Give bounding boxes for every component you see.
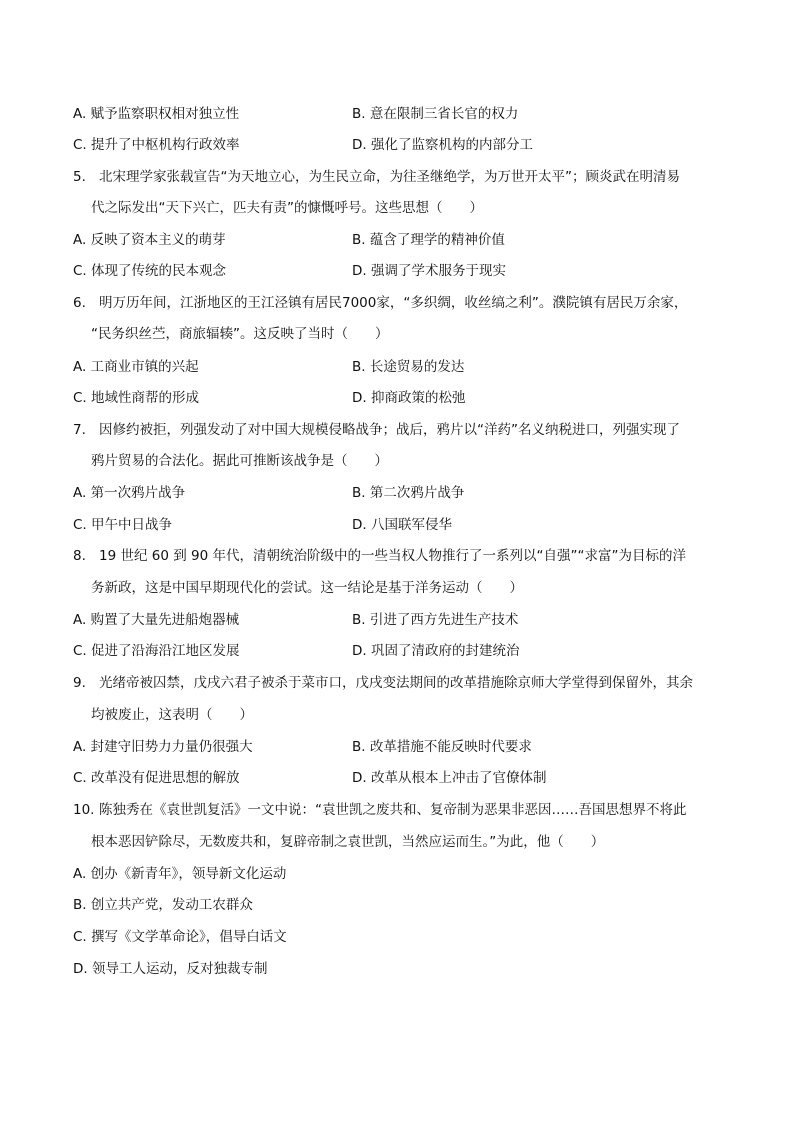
question-number: 5. [73,169,86,185]
question-stem-line1: 北宋理学家张载宣告“为天地立心，为生民立命，为往圣继绝学，为万世开太平”；顾炎武在明清易 [99,169,680,185]
q5-option-c: C. 体现了传统的民本观念 [73,263,227,279]
q7-option-a: A. 第一次鸦片战争 [73,485,186,501]
q10-option-a: A. 创办《新青年》，领导新文化运动 [73,866,287,882]
q6-option-c: C. 地域性商帮的形成 [73,390,200,406]
q7-option-b: B. 第二次鸦片战争 [352,485,465,501]
q10-option-b: B. 创立共产党，发动工农群众 [73,897,253,913]
question-10 [73,801,687,819]
q7-option-d: D. 八国联军侵华 [352,517,452,533]
q6-option-d: D. 抑商政策的松弛 [352,390,466,406]
q8-option-d: D. 巩固了清政府的封建统治 [352,643,520,659]
prev-option-d: D. 强化了监察机构的内部分工 [352,137,533,153]
q5-option-a: A. 反映了资本主义的萌芽 [73,232,226,248]
q6-option-b: B. 长途贸易的发达 [352,359,465,375]
question-stem-line2: 鸦片贸易的合法化。据此可推断该战争是（ ） [91,453,388,469]
question-6 [73,294,687,312]
question-number: 8. [73,548,86,564]
q9-option-d: D. 改革从根本上冲击了官僚体制 [352,770,547,786]
q5-option-b: B. 蕴含了理学的精神价值 [352,232,505,248]
q7-option-c: C. 甲午中日战争 [73,517,173,533]
question-stem-line2: 根本恶因铲除尽，无数废共和，复辟帝制之袁世凯，当然应运而生。”为此，他（ ） [91,834,605,850]
question-stem-line1: 19 世纪 60 到 90 年代，清朝统治阶级中的一些当权人物推行了一系列以“自强”“求富”为目标的洋 [99,548,686,564]
question-stem-line1: 明万历年间，江浙地区的王江泾镇有居民7000家，“多织绸，收丝缟之利”。濮院镇有居民万余家， [99,295,688,311]
prev-option-b: B. 意在限制三省长官的权力 [352,106,519,122]
q8-option-a: A. 购置了大量先进船炮器械 [73,612,240,628]
question-stem-line2: 代之际发出“天下兴亡，匹夫有责”的慷慨呼号。这些思想（ ） [91,200,483,216]
q9-option-c: C. 改革没有促进思想的解放 [73,770,240,786]
q5-option-d: D. 强调了学术服务于现实 [352,263,506,279]
question-stem-line2: 均被废止，这表明（ ） [91,707,253,723]
question-number: 6. [73,295,86,311]
question-stem-line2: 务新政，这是中国早期现代化的尝试。这一结论是基于洋务运动（ ） [91,580,523,596]
prev-option-c: C. 提升了中枢机构行政效率 [73,137,240,153]
question-number: 7. [73,422,86,438]
question-number: 9. [73,675,86,691]
question-stem-line1: 光绪帝被囚禁，戊戌六君子被杀于菜市口，戊戌变法期间的改革措施除京师大学堂得到保留外，其余 [99,675,693,691]
question-5 [73,168,680,186]
question-stem-line2: “民务织丝苎，商旅辐辏”。这反映了当时（ ） [91,326,389,342]
q10-option-c: C. 撰写《文学革命论》，倡导白话文 [73,929,287,945]
prev-option-a: A. 赋予监察职权相对独立性 [73,106,240,122]
question-8 [73,547,686,565]
question-number: 10. [73,802,95,818]
q8-option-c: C. 促进了沿海沿江地区发展 [73,643,240,659]
question-stem-line1: 陈独秀在《袁世凯复活》一文中说：“袁世凯之废共和、复帝制为恶果非恶因……吾国思想界不将此 [99,802,687,818]
q8-option-b: B. 引进了西方先进生产技术 [352,612,519,628]
q9-option-a: A. 封建守旧势力力量仍很强大 [73,739,253,755]
q10-option-d: D. 领导工人运动，反对独裁专制 [73,961,268,977]
question-9 [73,674,693,692]
q9-option-b: B. 改革措施不能反映时代要求 [352,739,532,755]
question-7 [73,421,680,439]
q6-option-a: A. 工商业市镇的兴起 [73,359,199,375]
question-stem-line1: 因修约被拒，列强发动了对中国大规模侵略战争；战后，鸦片以“洋药”名义纳税进口，列强实现了 [99,422,680,438]
